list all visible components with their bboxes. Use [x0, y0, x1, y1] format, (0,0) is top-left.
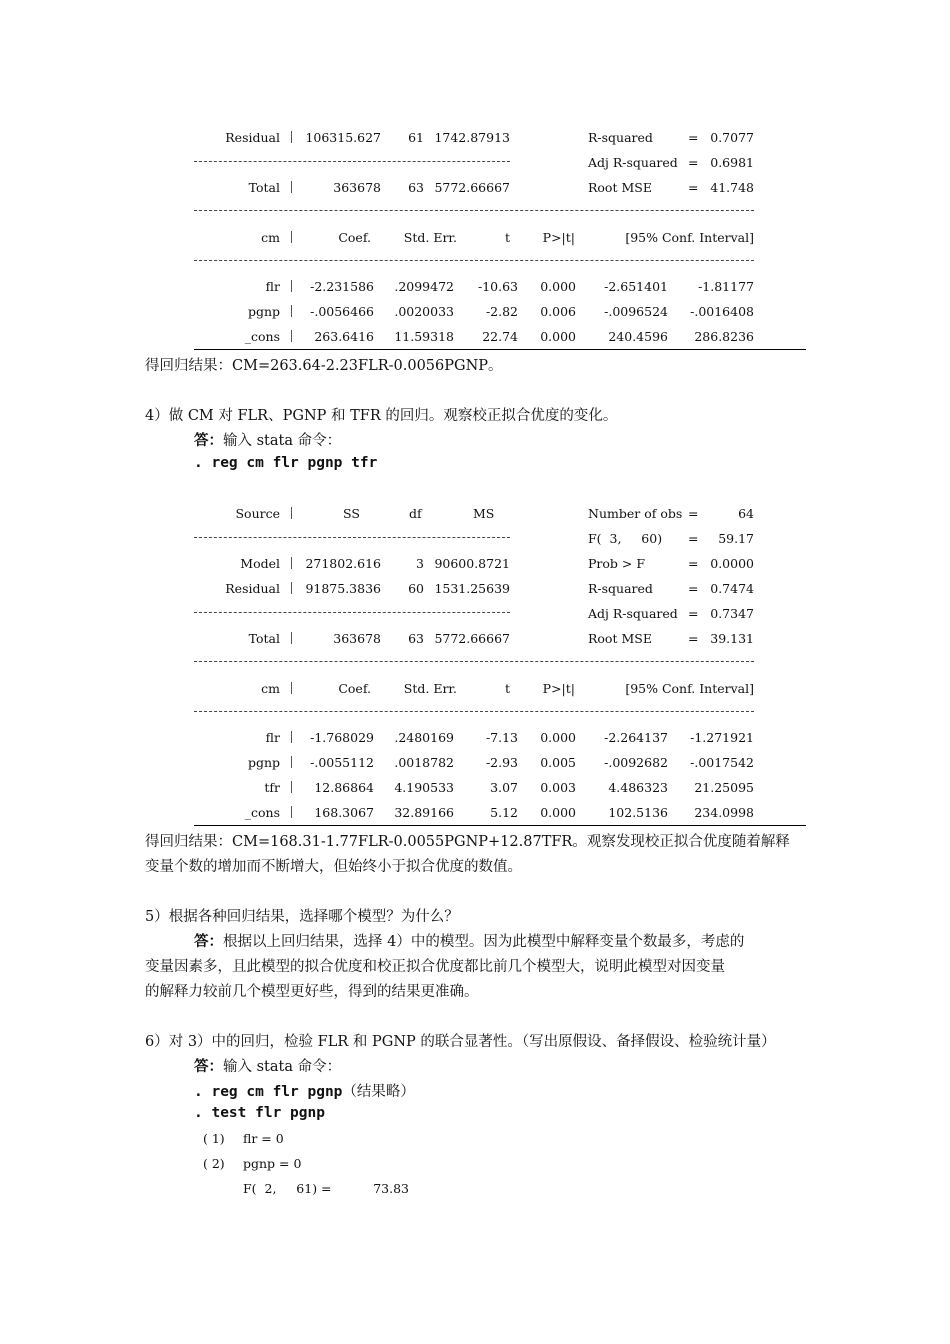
- t1-se: .0020033: [394, 304, 454, 319]
- t1-stat-eq: =: [688, 130, 699, 145]
- result-2-line-2: 变量个数的增加而不断增大，但始终小于拟合优度的数值。: [145, 859, 522, 875]
- t1-hi: 286.8236: [694, 329, 754, 344]
- t2-p: 0.000: [540, 730, 576, 745]
- constraint-2: pgnp = 0: [243, 1156, 302, 1171]
- t1-separator: [291, 131, 292, 143]
- t2-stat-val: 39.131: [710, 631, 754, 646]
- t1-source-residual: Residual: [225, 130, 280, 145]
- question-6: 6）对 3）中的回归，检验 FLR 和 PGNP 的联合显著性。（写出原假设、备择假设、检验统计量）: [145, 1034, 776, 1050]
- q6-command-1: [194, 1080, 415, 1101]
- t1-stat-label: Adj R-squared: [588, 155, 678, 170]
- t2-hi: -.0017542: [690, 755, 754, 770]
- t2-stat-eq: =: [688, 606, 699, 621]
- t2-se: .2480169: [394, 730, 454, 745]
- t2-var: pgnp: [247, 755, 280, 770]
- t2-coef: -1.768029: [310, 730, 374, 745]
- t2-p: 0.005: [540, 755, 576, 770]
- t2-separator: [291, 781, 292, 793]
- t1-ms: 1742.87913: [434, 130, 510, 145]
- constraint-1: flr = 0: [243, 1131, 284, 1146]
- t2-t: -7.13: [485, 730, 518, 745]
- t2-lo: 4.486323: [608, 780, 668, 795]
- t2-lo: 102.5136: [608, 805, 668, 820]
- t2-h-source: Source: [235, 506, 280, 521]
- t1-separator: [291, 330, 292, 342]
- constraint-1-num: ( 1): [203, 1131, 225, 1146]
- t2-stat-val: 0.7347: [710, 606, 754, 621]
- t2-stat-eq: =: [688, 631, 699, 646]
- t2-stat-eq: =: [688, 581, 699, 596]
- t2-source: Total: [248, 631, 280, 646]
- t2-hi: 21.25095: [694, 780, 754, 795]
- t2-t: -2.93: [485, 755, 518, 770]
- t1-stat-eq: =: [688, 180, 699, 195]
- t1-stat-val: 0.7077: [710, 130, 754, 145]
- t1-hi: -.0016408: [690, 304, 754, 319]
- q5-answer-line-2: 变量因素多，且此模型的拟合优度和校正拟合优度都比前几个模型大，说明此模型对因变量: [145, 959, 725, 975]
- t1-separator: [291, 280, 292, 292]
- t1-t: -2.82: [485, 304, 518, 319]
- q5-answer-line-1: [194, 930, 744, 951]
- t2-stat-label: Number of obs: [588, 506, 683, 521]
- t1-divider: [194, 260, 754, 261]
- t2-coef: 168.3067: [314, 805, 374, 820]
- t2-stat-val: 64: [738, 506, 754, 521]
- t1-bottom-rule: [194, 349, 806, 350]
- t2-lo: -2.264137: [604, 730, 668, 745]
- t2-p: 0.000: [540, 805, 576, 820]
- t2-se: 4.190533: [394, 780, 454, 795]
- t2-se: .0018782: [394, 755, 454, 770]
- t2-se: 32.89166: [394, 805, 454, 820]
- t1-divider: [194, 210, 754, 211]
- t1-var: _cons: [244, 329, 280, 344]
- t1-stat-label: R-squared: [588, 130, 653, 145]
- t1-coef: -2.231586: [310, 279, 374, 294]
- command-text: . reg cm flr pgnp: [194, 1084, 343, 1100]
- t2-source: Residual: [225, 581, 280, 596]
- t2-stat-eq: =: [688, 506, 699, 521]
- t2-ss: 363678: [333, 631, 381, 646]
- t2-separator: [291, 756, 292, 768]
- t2-df: 60: [408, 581, 424, 596]
- t2-stat-label: Prob > F: [588, 556, 646, 571]
- t2-df: 3: [416, 556, 424, 571]
- t2-dep-var: cm: [261, 681, 280, 696]
- t2-h-ci: [95% Conf. Interval]: [625, 681, 754, 696]
- t1-h-coef: Coef.: [338, 230, 371, 245]
- t1-p: 0.006: [540, 304, 576, 319]
- answer-label: 答：: [194, 432, 223, 449]
- q4-command: . reg cm flr pgnp tfr: [194, 455, 378, 471]
- t1-stat-val: 0.6981: [710, 155, 754, 170]
- answer-label: 答：: [194, 1058, 223, 1075]
- t2-stat-val: 59.17: [718, 531, 754, 546]
- t1-var: pgnp: [247, 304, 280, 319]
- t1-separator: [291, 231, 292, 243]
- t2-separator: [291, 806, 292, 818]
- answer-text: 输入 stata 命令：: [223, 433, 342, 449]
- t2-separator: [291, 682, 292, 694]
- t2-separator: [291, 507, 292, 519]
- t2-h-se: Std. Err.: [403, 681, 457, 696]
- t1-h-se: Std. Err.: [403, 230, 457, 245]
- t1-anova-divider: [194, 161, 510, 162]
- answer-text: 输入 stata 命令：: [223, 1059, 342, 1075]
- t1-separator: [291, 181, 292, 193]
- t1-stat-eq: =: [688, 155, 699, 170]
- t2-stat-eq: =: [688, 556, 699, 571]
- t1-stat-val: 41.748: [710, 180, 754, 195]
- t2-df: 63: [408, 631, 424, 646]
- t1-coef: 263.6416: [314, 329, 374, 344]
- t2-var: flr: [265, 730, 280, 745]
- t2-separator: [291, 632, 292, 644]
- t1-h-ci: [95% Conf. Interval]: [625, 230, 754, 245]
- t2-t: 5.12: [490, 805, 518, 820]
- t1-se: .2099472: [394, 279, 454, 294]
- t2-t: 3.07: [490, 780, 518, 795]
- t1-se: 11.59318: [394, 329, 454, 344]
- t1-df: 63: [408, 180, 424, 195]
- f-stat-label: F( 2, 61) =: [243, 1181, 332, 1196]
- t2-stat-val: 0.7474: [710, 581, 754, 596]
- t1-ss: 363678: [333, 180, 381, 195]
- t2-var: _cons: [244, 805, 280, 820]
- t1-ms: 5772.66667: [434, 180, 510, 195]
- t2-anova-divider: [194, 612, 510, 613]
- t2-hi: 234.0998: [694, 805, 754, 820]
- t2-stat-val: 0.0000: [710, 556, 754, 571]
- t1-coef: -.0056466: [310, 304, 374, 319]
- t2-h-ms: MS: [473, 506, 495, 521]
- t1-ss: 106315.627: [305, 130, 381, 145]
- result-1: 得回归结果：CM=263.64-2.23FLR-0.0056PGNP。: [145, 358, 503, 374]
- t1-stat-label: Root MSE: [588, 180, 652, 195]
- t2-h-df: df: [409, 506, 422, 521]
- constraint-2-num: ( 2): [203, 1156, 225, 1171]
- t1-h-p: P>|t|: [542, 230, 575, 245]
- t2-ms: 5772.66667: [434, 631, 510, 646]
- q6-answer: [194, 1055, 341, 1076]
- t2-coef: 12.86864: [314, 780, 374, 795]
- t2-divider: [194, 661, 754, 662]
- t1-lo: 240.4596: [608, 329, 668, 344]
- t1-h-t: t: [504, 230, 510, 245]
- q6-command-2: . test flr pgnp: [194, 1105, 325, 1121]
- t1-dep-var: cm: [261, 230, 280, 245]
- t2-var: tfr: [264, 780, 280, 795]
- f-stat-value: 73.83: [373, 1181, 409, 1196]
- t2-divider: [194, 711, 754, 712]
- t2-h-t: t: [504, 681, 510, 696]
- t1-hi: -1.81177: [698, 279, 754, 294]
- t2-ms: 90600.8721: [434, 556, 510, 571]
- t2-ss: 91875.3836: [305, 581, 381, 596]
- t1-source-total: Total: [248, 180, 280, 195]
- t2-p: 0.003: [540, 780, 576, 795]
- t2-f-label: F( 3, 60): [588, 531, 663, 546]
- t2-stat-label: Root MSE: [588, 631, 652, 646]
- question-5: 5）根据各种回归结果，选择哪个模型？为什么？: [145, 909, 459, 925]
- t1-lo: -.0096524: [604, 304, 668, 319]
- t1-p: 0.000: [540, 279, 576, 294]
- q4-answer: [194, 429, 341, 450]
- t2-stat-label: Adj R-squared: [588, 606, 678, 621]
- t2-separator: [291, 557, 292, 569]
- q5-answer-line-3: 的解释力较前几个模型更好些，得到的结果更准确。: [145, 984, 479, 1000]
- t2-stat-eq: =: [688, 531, 699, 546]
- t2-ms: 1531.25639: [434, 581, 510, 596]
- t2-anova-divider: [194, 537, 510, 538]
- t1-separator: [291, 305, 292, 317]
- answer-label: 答：: [194, 933, 223, 950]
- t2-separator: [291, 731, 292, 743]
- t2-h-coef: Coef.: [338, 681, 371, 696]
- question-4: 4）做 CM 对 FLR、PGNP 和 TFR 的回归。观察校正拟合优度的变化。: [145, 408, 618, 424]
- t2-h-p: P>|t|: [542, 681, 575, 696]
- t2-hi: -1.271921: [690, 730, 754, 745]
- result-2-line-1: 得回归结果：CM=168.31-1.77FLR-0.0055PGNP+12.87TFR。观察发现校正拟合优度随着解释: [145, 834, 790, 850]
- t1-p: 0.000: [540, 329, 576, 344]
- t2-source: Model: [240, 556, 280, 571]
- t1-lo: -2.651401: [604, 279, 668, 294]
- t2-stat-label: R-squared: [588, 581, 653, 596]
- t2-h-ss: SS: [343, 506, 360, 521]
- t2-separator: [291, 582, 292, 594]
- t2-bottom-rule: [194, 825, 806, 826]
- t2-coef: -.0055112: [310, 755, 374, 770]
- command-note: （结果略）: [342, 1084, 415, 1100]
- t1-t: 22.74: [482, 329, 518, 344]
- t2-ss: 271802.616: [305, 556, 381, 571]
- t1-df: 61: [408, 130, 424, 145]
- t1-var: flr: [265, 279, 280, 294]
- answer-text: 根据以上回归结果，选择 4）中的模型。因为此模型中解释变量个数最多，考虑的: [223, 934, 745, 950]
- t1-t: -10.63: [477, 279, 518, 294]
- t2-lo: -.0092682: [604, 755, 668, 770]
